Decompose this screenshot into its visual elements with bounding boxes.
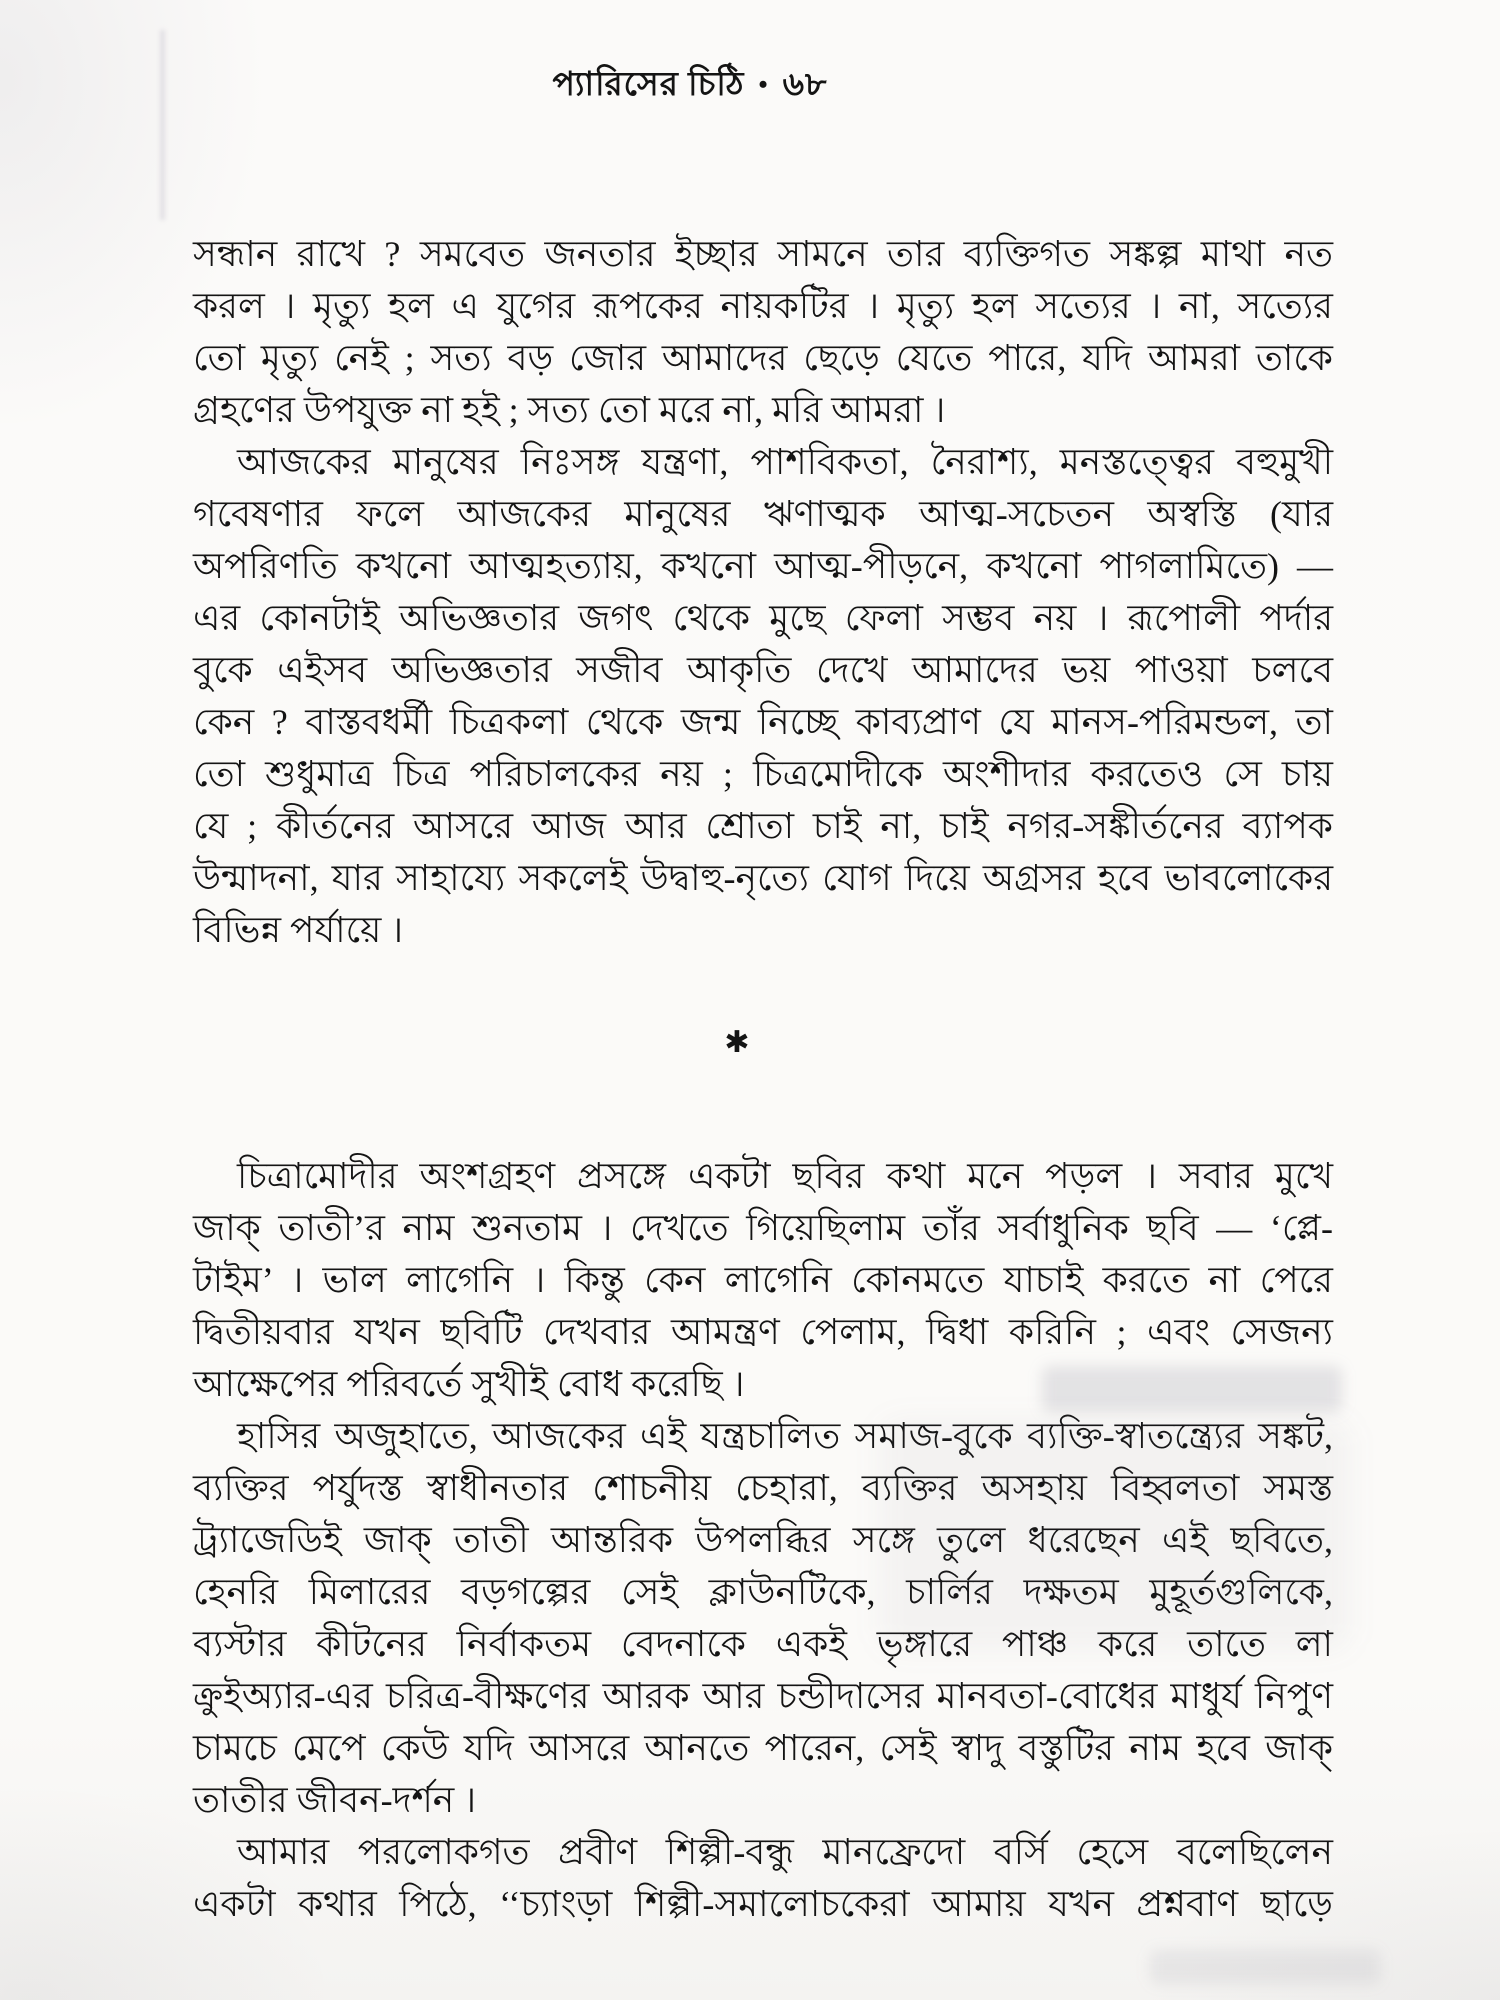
paragraph — [193, 1826, 1333, 1930]
text-line: কেন ? বাস্তবধর্মী চিত্রকলা থেকে জন্ম নিচ্ছে কাব্যপ্রাণ যে মানস-পরিমন্ডল, তা — [193, 702, 1333, 742]
text-line: দ্বিতীয়বার যখন ছবিটি দেখবার আমন্ত্রণ পেলাম, দ্বিধা করিনি ; এবং সেজন্য — [193, 1312, 1333, 1352]
text-line: হেনরি মিলারের বড়গল্পের সেই ক্লাউনটিকে, চার্লির দক্ষতম মুহূর্তগুলিকে, — [193, 1572, 1333, 1612]
paragraph — [193, 436, 1333, 956]
text-line: করল । মৃত্যু হল এ যুগের রূপকের নায়কটির । মৃত্যু হল সত্যের । না, সত্যের — [193, 286, 1333, 326]
text-line: বিভিন্ন পর্যায়ে । — [193, 910, 404, 950]
page-number: ৬৮ — [782, 67, 828, 103]
text-line: জাক্ তাতী’র নাম শুনতাম । দেখতে গিয়েছিলাম তাঁর সর্বাধুনিক ছবি — ‘প্লে- — [193, 1208, 1333, 1248]
text-line: একটা কথার পিঠে, ‘‘চ্যাংড়া শিল্পী-সমালোচকেরা আমায় যখন প্রশ্নবাণ ছাড়ে — [193, 1884, 1333, 1924]
text-line: সন্ধান রাখে ? সমবেত জনতার ইচ্ছার সামনে তার ব্যক্তিগত সঙ্কল্প মাথা নত — [193, 234, 1333, 274]
body-text — [193, 228, 1333, 1930]
text-line: তাতীর জীবন-দর্শন । — [193, 1780, 477, 1820]
scan-bleedthrough-artifact — [1042, 1366, 1342, 1412]
text-line: তো শুধুমাত্র চিত্র পরিচালকের নয় ; চিত্রমোদীকে অংশীদার করতেও সে চায় — [193, 754, 1333, 794]
text-line: ট্র্যাজেডিই জাক্ তাতী আন্তরিক উপলব্ধির সঙ্গে তুলে ধরেছেন এই ছবিতে, — [193, 1520, 1333, 1560]
text-line: তো মৃত্যু নেই ; সত্য বড় জোর আমাদের ছেড়ে যেতে পারে, যদি আমরা তাকে — [193, 338, 1333, 378]
text-line: ব্যস্টার কীটনের নির্বাকতম বেদনাকে একই ভৃঙ্গারে পাঞ্চ করে তাতে লা — [193, 1624, 1333, 1664]
text-line: চিত্রামোদীর অংশগ্রহণ প্রসঙ্গে একটা ছবির কথা মনে পড়ল । সবার মুখে — [237, 1156, 1333, 1196]
paragraph — [193, 228, 1333, 436]
text-line: এর কোনটাই অভিজ্ঞতার জগৎ থেকে মুছে ফেলা সম্ভব নয় । রূপোলী পর্দার — [193, 598, 1333, 638]
header-bullet-icon: • — [758, 70, 769, 99]
text-line: যে ; কীর্তনের আসরে আজ আর শ্রোতা চাই না, চাই নগর-সঙ্কীর্তনের ব্যাপক — [193, 806, 1333, 846]
scan-bleedthrough-artifact — [880, 1420, 1350, 1650]
section-divider-star: ✱ — [724, 1026, 750, 1059]
text-line: টাইম’ । ভাল লাগেনি । কিন্তু কেন লাগেনি কোনমতে যাচাই করতে না পেরে — [193, 1260, 1333, 1300]
text-line: বুকে এইসব অভিজ্ঞতার সজীব আকৃতি দেখে আমাদের ভয় পাওয়া চলবে — [193, 650, 1333, 690]
text-line: ক্রুইঅ্যার-এর চরিত্র-বীক্ষণের আরক আর চন্ডীদাসের মানবতা-বোধের মাধুর্য নিপুণ — [193, 1676, 1333, 1716]
text-line: গবেষণার ফলে আজকের মানুষের ঋণাত্মক আত্ম-সচেতন অস্বস্তি (যার — [193, 494, 1333, 534]
text-line: অপরিণতি কখনো আত্মহত্যায়, কখনো আত্ম-পীড়নে, কখনো পাগলামিতে) — — [193, 546, 1333, 586]
text-line: আজকের মানুষের নিঃসঙ্গ যন্ত্রণা, পাশবিকতা, নৈরাশ্য, মনস্তত্ত্বের বহুমুখী — [237, 442, 1333, 482]
text-line: গ্রহণের উপযুক্ত না হই ; সত্য তো মরে না, মরি আমরা । — [193, 390, 946, 430]
scan-bleedthrough-artifact — [1150, 1950, 1380, 1984]
text-line: আমার পরলোকগত প্রবীণ শিল্পী-বন্ধু মানফ্রেদো বর্সি হেসে বলেছিলেন — [237, 1832, 1333, 1872]
text-line: আক্ষেপের পরিবর্তে সুখীই বোধ করেছি । — [193, 1364, 745, 1404]
text-line: উন্মাদনা, যার সাহায্যে সকলেই উদ্বাহু-নৃত্যে যোগ দিয়ে অগ্রসর হবে ভাবলোকের — [193, 858, 1333, 898]
text-line: হাসির অজুহাতে, আজকের এই যন্ত্রচালিত সমাজ-বুকে ব্যক্তি-স্বাতন্ত্র্যের সঙ্কট, — [237, 1416, 1333, 1456]
text-line: ব্যক্তির পর্যুদস্ত স্বাধীনতার শোচনীয় চেহারা, ব্যক্তির অসহায় বিহ্বলতা সমস্ত — [193, 1468, 1333, 1508]
running-head — [0, 58, 1440, 114]
book-title: প্যারিসের চিঠি — [552, 67, 745, 103]
text-line: চামচে মেপে কেউ যদি আসরে আনতে পারেন, সেই স্বাদু বস্তুটির নাম হবে জাক্ — [193, 1728, 1333, 1768]
